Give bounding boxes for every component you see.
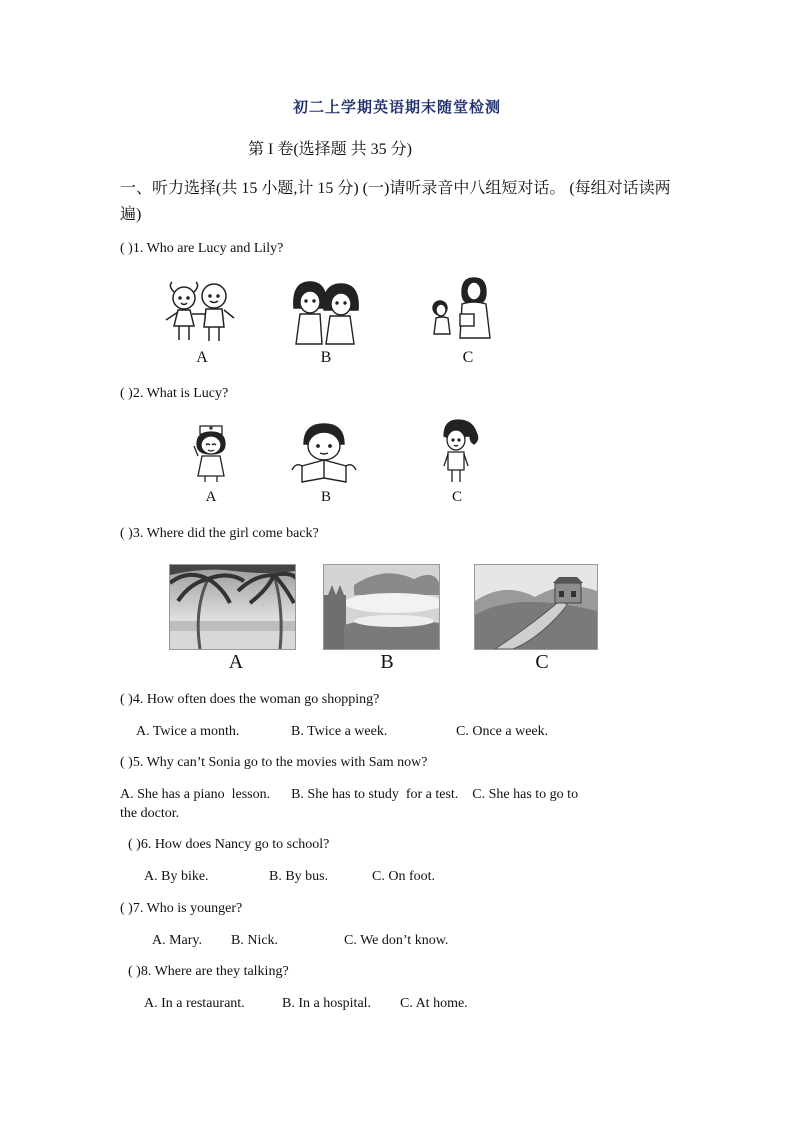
q2-label-a: A [205,489,217,505]
section-instructions: 一、听力选择(共 15 小题,计 15 分) (一)请听录音中八组短对话。 (每组对话读两遍) [120,180,671,223]
question-7: ( )7. Who is younger? [120,901,243,916]
q2-label-c: C [451,489,462,505]
section-subtitle: 第 I 卷(选择题 共 35 分) [248,141,412,158]
q7-option-b: B. Nick. [231,933,279,948]
nurse-image [190,418,232,484]
question-3: ( )3. Where did the girl come back? [120,526,319,541]
q3-label-b: B [380,651,394,673]
q4-option-c: C. Once a week. [456,724,549,739]
boy-reading-image [288,422,360,484]
q3-label-c: C [535,651,549,673]
mountain-clouds-photo [323,564,440,650]
question-6: ( )6. How does Nancy go to school? [128,837,330,852]
q2-label-b: B [320,489,331,505]
question-5: ( )5. Why can’t Sonia go to the movies with Sam now? [120,755,428,770]
great-wall-photo [474,564,598,650]
q8-option-b: B. In a hospital. [282,996,372,1011]
page-title: 初二上学期英语期末随堂检测 [292,100,501,116]
q5-options: A. She has a piano lesson. B. She has to study for a test. C. She has to go to [120,787,579,802]
q1-label-b: B [320,349,332,366]
q4-option-b: B. Twice a week. [291,724,388,739]
q5-options-cont: the doctor. [120,806,180,821]
question-2: ( )2. What is Lucy? [120,386,229,401]
q6-option-a: A. By bike. [144,869,209,884]
girl-image [440,418,480,484]
q8-option-a: A. In a restaurant. [144,996,245,1011]
question-4: ( )4. How often does the woman go shopping? [120,692,380,707]
q6-option-b: B. By bus. [269,869,329,884]
question-1: ( )1. Who are Lucy and Lily? [120,241,284,256]
q1-label-c: C [462,349,474,366]
q7-option-a: A. Mary. [152,933,203,948]
q3-label-a: A [228,651,244,673]
q6-option-c: C. On foot. [372,869,435,884]
q1-label-a: A [196,349,208,366]
q4-option-a: A. Twice a month. [136,724,240,739]
q8-option-c: C. At home. [400,996,468,1011]
q7-option-c: C. We don’t know. [344,933,449,948]
two-kids-image [162,280,236,346]
question-8: ( )8. Where are they talking? [128,964,289,979]
woman-and-child-image [428,276,492,342]
beach-photo [169,564,296,650]
two-girls-image [290,280,360,346]
